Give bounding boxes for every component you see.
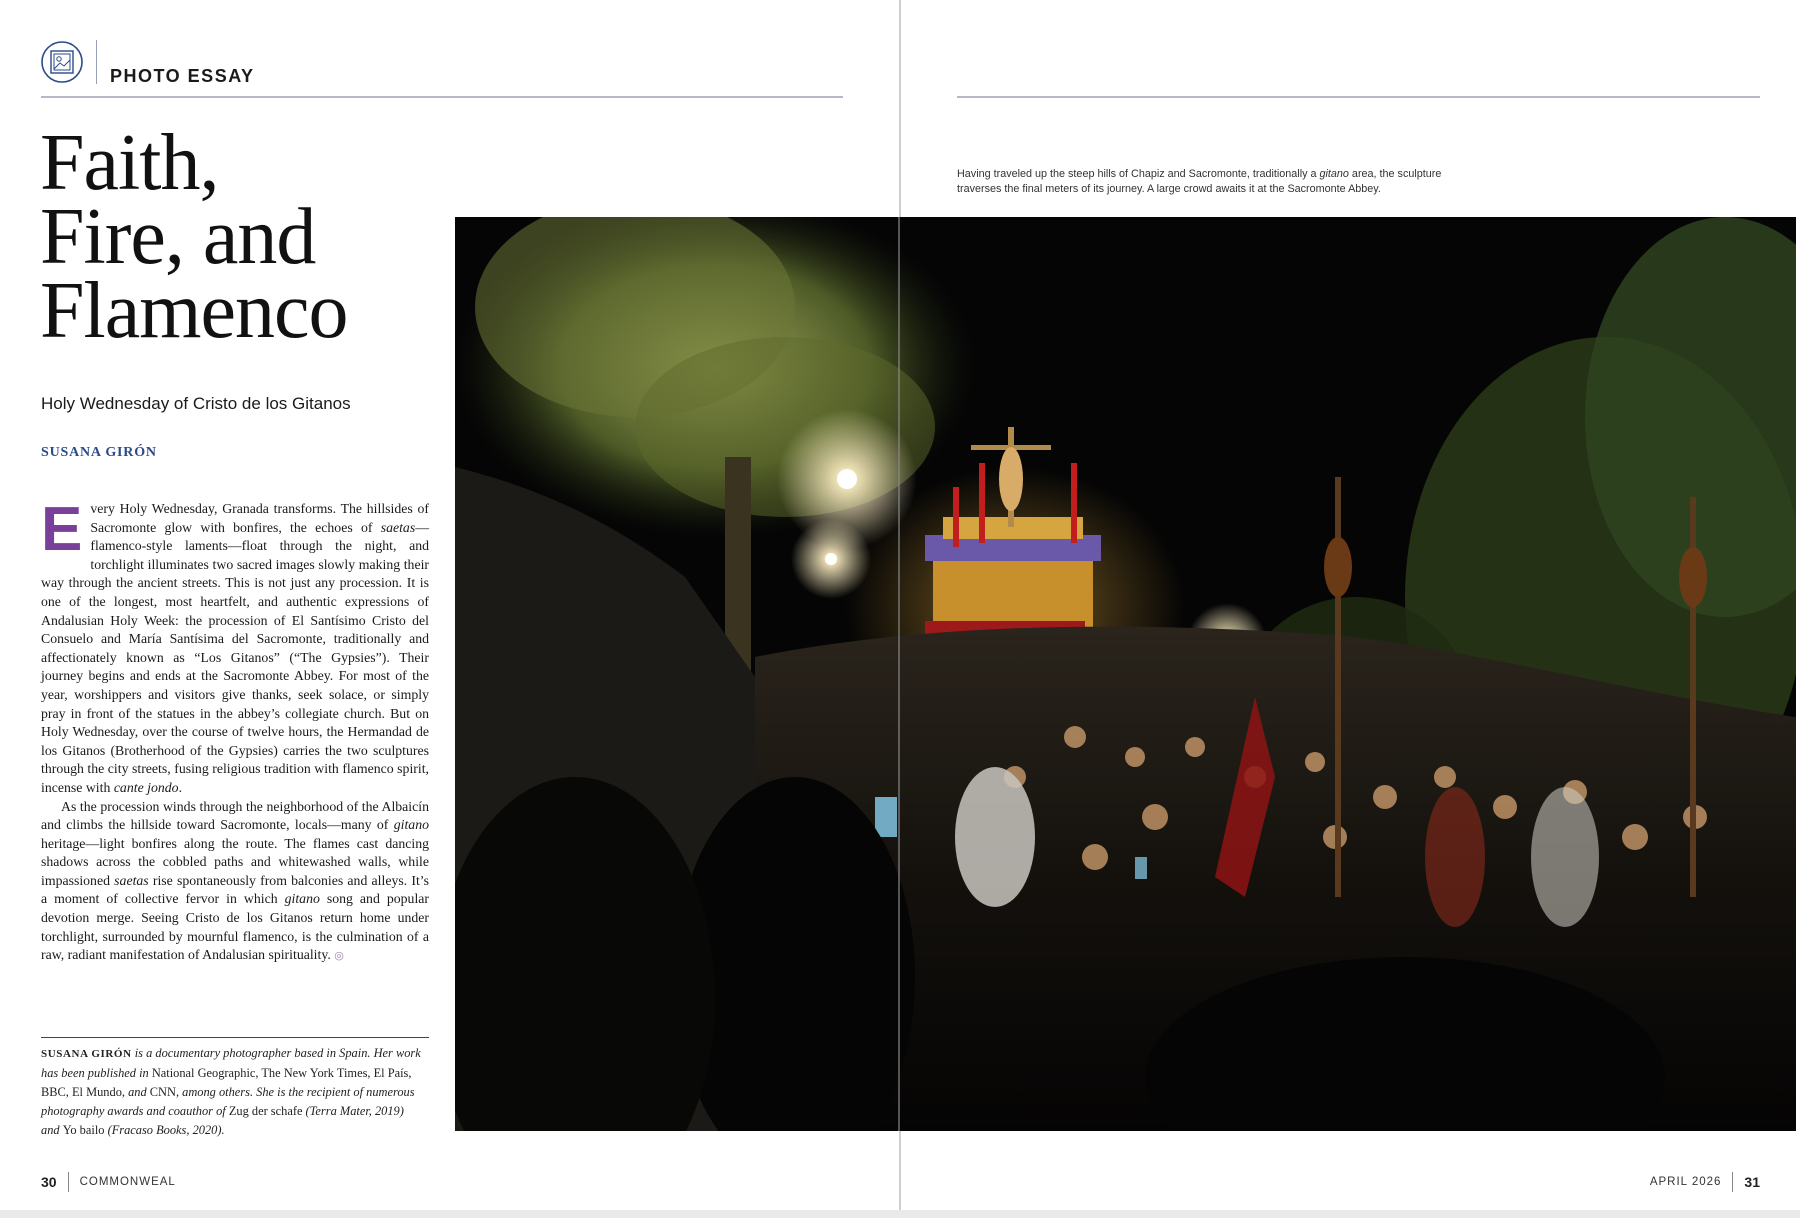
author-bio: SUSANA GIRÓN is a documentary photographer based in Spain. Her work has been published in National Geographic, The New York Times, El País, BBC, El Mundo, and CNN, among others. She is the recipient of numerous photography awards and coauthor of Zug der schafe (Terra Mater, 2019) and Yo bailo (Fracaso Books, 2020). (41, 1046, 421, 1137)
paragraph (41, 495, 429, 798)
article-body (41, 495, 429, 966)
issue-date: APRIL 2026 (1649, 1176, 1722, 1188)
end-mark-icon: ◎ (334, 950, 344, 963)
paragraph (41, 798, 429, 966)
photo-gutter-line (898, 217, 900, 1131)
paragraph-text: very Holy Wednesday, Granada transforms. The hillsides of Sacromonte glow with bonfires, the echoes of saetas—flamenco-style laments—float through the night, and torchlight illuminates two sacred images slowly making their way through the ancient streets. This is not just any procession. It is one of the longest, most heartfelt, and authentic expressions of Andalusian Holy Week: the procession of El Santísimo Cristo del Consuelo and María Santísima del Sacromonte, traditionally and affectionately known as “Los Gitanos” (“The Gypsies”). Their journey begins and ends at the Sacromonte Abbey. For most of the year, worshippers and visitors give thanks, seek solace, or simply pray in front of the statues in the abbey’s collegiate church. But on Holy Wednesday, over the course of twelve hours, the Hermandad de los Gitanos (Brotherhood of the Gypsies) carries the two sculptures through the city streets, fusing religious tradition with flamenco spirit, incense with cante jondo. (41, 501, 429, 795)
bio-rule (41, 1037, 429, 1038)
article-subtitle: Holy Wednesday of Cristo de los Gitanos (41, 394, 351, 413)
title-line: Fire, and (40, 193, 316, 281)
title-line: Faith, (40, 119, 219, 207)
publication-name: COMMONWEAL (79, 1176, 176, 1188)
article-title (40, 119, 348, 355)
title-line: Flamenco (40, 267, 348, 355)
paragraph-text: As the procession winds through the neighborhood of the Albaicín and climbs the hillside toward Sacromonte, locals—many of gitano heritage—light bonfires along the route. The flames cast dancing shadows across the cobbled paths and whitewashed walls, while impassioned saetas rise spontaneously from balconies and alleys. It’s a moment of collective fervor in which gitano song and popular devotion merge. Seeing Cristo de los Gitanos return home under torchlight, surrounded by mournful flamenco, is the culmination of a raw, radiant manifestation of Andalusian spirituality. (41, 798, 429, 963)
page-number: 30 (41, 1174, 57, 1190)
procession-photo (455, 217, 1796, 1131)
photo-caption: Having traveled up the steep hills of Chapiz and Sacromonte, traditionally a gitano area, the sculpture traverses the final meters of its journey. A large crowd awaits it at the Sacromonte Abbey. (957, 168, 1442, 195)
photo-illustration (455, 217, 1796, 1131)
page-number: 31 (1744, 1174, 1760, 1190)
folio-divider (1732, 1172, 1733, 1192)
byline: SUSANA GIRÓN (41, 445, 157, 460)
section-label: PHOTO ESSAY (110, 66, 255, 86)
folio-left (41, 1172, 176, 1192)
header-rule (41, 96, 843, 98)
photo-frame-icon (40, 40, 84, 84)
section-divider (96, 40, 97, 84)
folio-right (1650, 1172, 1760, 1192)
folio-divider (68, 1172, 69, 1192)
header-rule (957, 96, 1760, 98)
drop-cap: E (41, 495, 83, 564)
